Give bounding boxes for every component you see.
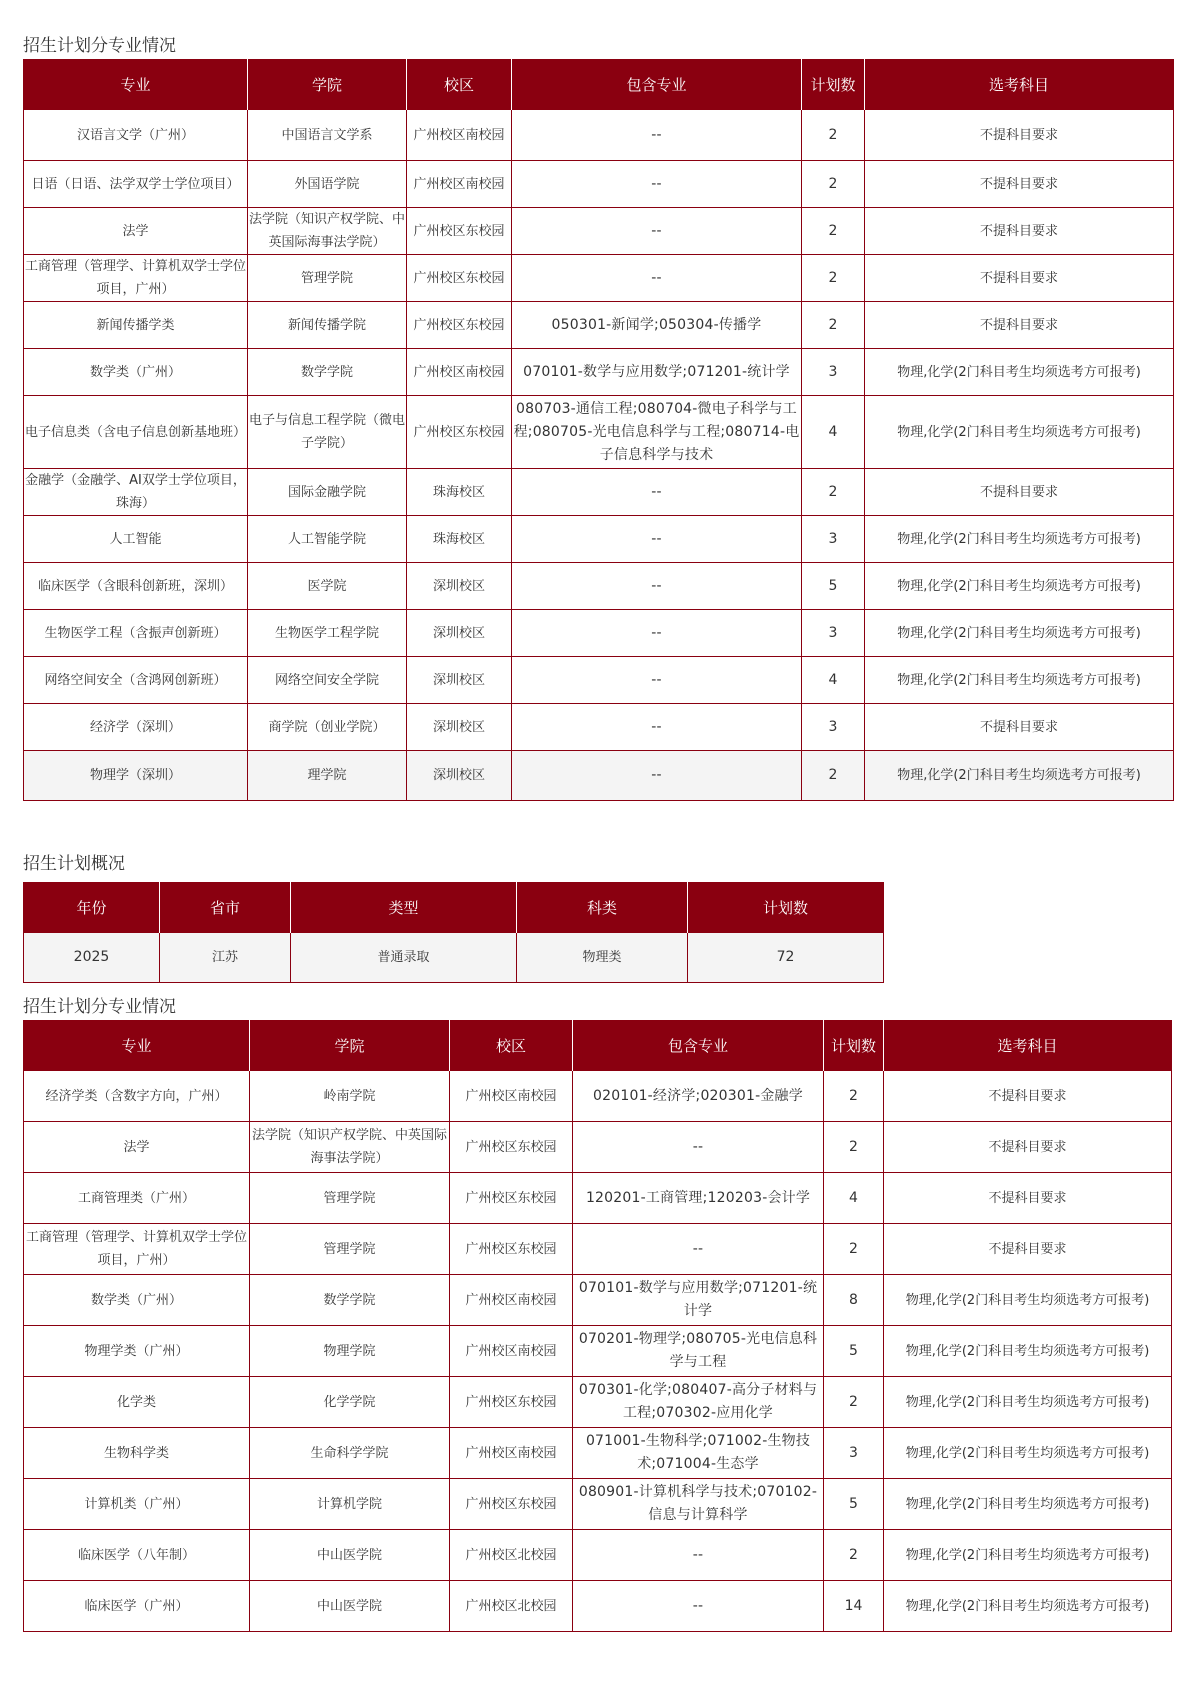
cell-major: 经济学类（含数字方向，广州） xyxy=(24,1071,250,1122)
cell-school: 新闻传播学院 xyxy=(248,302,407,349)
cell-includes: -- xyxy=(512,255,802,302)
cell-campus: 广州校区南校园 xyxy=(450,1071,573,1122)
cell-includes: 070201-物理学;080705-光电信息科学与工程 xyxy=(573,1326,824,1377)
cell-includes: 080703-通信工程;080704-微电子科学与工程;080705-光电信息科学与工程;080714-电子信息科学与技术 xyxy=(512,396,802,469)
cell-subjects: 不提科目要求 xyxy=(865,255,1174,302)
cell-count: 8 xyxy=(824,1275,884,1326)
cell-count: 5 xyxy=(824,1326,884,1377)
column-header-includes: 包含专业 xyxy=(512,59,802,110)
cell-province: 江苏 xyxy=(160,933,291,983)
table-row xyxy=(24,469,1174,516)
cell-major: 金融学（金融学、AI双学士学位项目，珠海） xyxy=(24,469,248,516)
cell-campus: 广州校区东校园 xyxy=(407,396,512,469)
cell-school: 电子与信息工程学院（微电子学院） xyxy=(248,396,407,469)
cell-campus: 广州校区北校园 xyxy=(450,1530,573,1581)
cell-campus: 广州校区东校园 xyxy=(450,1122,573,1173)
cell-school: 物理学院 xyxy=(250,1326,450,1377)
cell-school: 生命科学学院 xyxy=(250,1428,450,1479)
cell-count: 5 xyxy=(802,563,865,610)
major-plan-table-1 xyxy=(23,59,1174,801)
cell-count: 5 xyxy=(824,1479,884,1530)
column-header-school: 学院 xyxy=(250,1020,450,1071)
table-row xyxy=(24,610,1174,657)
cell-subjects: 不提科目要求 xyxy=(884,1224,1172,1275)
cell-includes: -- xyxy=(573,1530,824,1581)
cell-campus: 珠海校区 xyxy=(407,516,512,563)
table-row xyxy=(24,1530,1172,1581)
cell-school: 人工智能学院 xyxy=(248,516,407,563)
table-row xyxy=(24,255,1174,302)
table-row xyxy=(24,1479,1172,1530)
cell-major: 工商管理（管理学、计算机双学士学位项目，广州） xyxy=(24,1224,250,1275)
cell-includes: 020101-经济学;020301-金融学 xyxy=(573,1071,824,1122)
cell-campus: 广州校区北校园 xyxy=(450,1581,573,1632)
cell-school: 管理学院 xyxy=(248,255,407,302)
cell-school: 中山医学院 xyxy=(250,1581,450,1632)
cell-campus: 广州校区东校园 xyxy=(450,1377,573,1428)
cell-school: 商学院（创业学院） xyxy=(248,704,407,751)
cell-includes: 070101-数学与应用数学;071201-统计学 xyxy=(573,1275,824,1326)
cell-includes: -- xyxy=(512,516,802,563)
cell-major: 经济学（深圳） xyxy=(24,704,248,751)
cell-major: 汉语言文学（广州） xyxy=(24,110,248,161)
cell-major: 新闻传播学类 xyxy=(24,302,248,349)
table-row xyxy=(24,933,884,983)
cell-includes: -- xyxy=(512,657,802,704)
table-row xyxy=(24,1122,1172,1173)
cell-category: 物理类 xyxy=(517,933,688,983)
cell-subjects: 物理,化学(2门科目考生均须选考方可报考) xyxy=(865,610,1174,657)
cell-includes: 070301-化学;080407-高分子材料与工程;070302-应用化学 xyxy=(573,1377,824,1428)
cell-school: 中山医学院 xyxy=(250,1530,450,1581)
table-row xyxy=(24,1224,1172,1275)
cell-school: 网络空间安全学院 xyxy=(248,657,407,704)
cell-subjects: 不提科目要求 xyxy=(865,161,1174,208)
column-header-school: 学院 xyxy=(248,59,407,110)
cell-count: 2 xyxy=(824,1377,884,1428)
cell-school: 中国语言文学系 xyxy=(248,110,407,161)
major-plan-table-2 xyxy=(23,1020,1172,1632)
cell-subjects: 不提科目要求 xyxy=(865,469,1174,516)
table-row xyxy=(24,1377,1172,1428)
column-header-year: 年份 xyxy=(24,882,160,933)
cell-count: 3 xyxy=(802,349,865,396)
cell-type: 普通录取 xyxy=(291,933,517,983)
cell-subjects: 物理,化学(2门科目考生均须选考方可报考) xyxy=(865,751,1174,801)
cell-includes: -- xyxy=(512,610,802,657)
cell-subjects: 不提科目要求 xyxy=(884,1173,1172,1224)
cell-includes: 120201-工商管理;120203-会计学 xyxy=(573,1173,824,1224)
cell-major: 工商管理（管理学、计算机双学士学位项目，广州） xyxy=(24,255,248,302)
cell-campus: 广州校区东校园 xyxy=(407,208,512,255)
cell-major: 日语（日语、法学双学士学位项目） xyxy=(24,161,248,208)
cell-major: 人工智能 xyxy=(24,516,248,563)
cell-campus: 广州校区东校园 xyxy=(407,255,512,302)
cell-count: 3 xyxy=(824,1428,884,1479)
table-header-row xyxy=(24,59,1174,110)
cell-major: 临床医学（广州） xyxy=(24,1581,250,1632)
cell-campus: 广州校区南校园 xyxy=(407,161,512,208)
cell-subjects: 物理,化学(2门科目考生均须选考方可报考) xyxy=(884,1530,1172,1581)
cell-school: 法学院（知识产权学院、中英国际海事法学院） xyxy=(250,1122,450,1173)
cell-includes: -- xyxy=(512,751,802,801)
cell-includes: -- xyxy=(512,704,802,751)
table-row xyxy=(24,751,1174,801)
cell-count: 2 xyxy=(802,255,865,302)
column-header-campus: 校区 xyxy=(450,1020,573,1071)
cell-campus: 深圳校区 xyxy=(407,704,512,751)
cell-includes: -- xyxy=(573,1122,824,1173)
cell-count: 14 xyxy=(824,1581,884,1632)
cell-subjects: 不提科目要求 xyxy=(884,1071,1172,1122)
cell-major: 物理学（深圳） xyxy=(24,751,248,801)
cell-count: 2 xyxy=(824,1530,884,1581)
cell-campus: 广州校区南校园 xyxy=(407,110,512,161)
cell-campus: 广州校区东校园 xyxy=(450,1479,573,1530)
cell-school: 数学学院 xyxy=(248,349,407,396)
cell-includes: -- xyxy=(512,208,802,255)
column-header-major: 专业 xyxy=(24,1020,250,1071)
cell-subjects: 物理,化学(2门科目考生均须选考方可报考) xyxy=(865,516,1174,563)
cell-major: 数学类（广州） xyxy=(24,1275,250,1326)
cell-school: 理学院 xyxy=(248,751,407,801)
section-title-plan-overview: 招生计划概况 xyxy=(23,854,125,874)
table-row xyxy=(24,110,1174,161)
column-header-province: 省市 xyxy=(160,882,291,933)
cell-school: 岭南学院 xyxy=(250,1071,450,1122)
column-header-category: 科类 xyxy=(517,882,688,933)
cell-subjects: 不提科目要求 xyxy=(865,302,1174,349)
cell-subjects: 不提科目要求 xyxy=(865,110,1174,161)
cell-count: 3 xyxy=(802,516,865,563)
table-row xyxy=(24,563,1174,610)
cell-school: 管理学院 xyxy=(250,1173,450,1224)
cell-count: 2 xyxy=(802,110,865,161)
cell-campus: 深圳校区 xyxy=(407,657,512,704)
cell-subjects: 物理,化学(2门科目考生均须选考方可报考) xyxy=(865,349,1174,396)
plan-overview-table xyxy=(23,882,884,983)
section-title-major-plan-2: 招生计划分专业情况 xyxy=(23,997,176,1017)
cell-campus: 广州校区东校园 xyxy=(407,302,512,349)
cell-major: 临床医学（八年制） xyxy=(24,1530,250,1581)
cell-count: 72 xyxy=(688,933,884,983)
column-header-campus: 校区 xyxy=(407,59,512,110)
cell-school: 计算机学院 xyxy=(250,1479,450,1530)
column-header-includes: 包含专业 xyxy=(573,1020,824,1071)
table-row xyxy=(24,302,1174,349)
cell-includes: 071001-生物科学;071002-生物技术;071004-生态学 xyxy=(573,1428,824,1479)
table-row xyxy=(24,657,1174,704)
column-header-subjects: 选考科目 xyxy=(865,59,1174,110)
cell-major: 电子信息类（含电子信息创新基地班） xyxy=(24,396,248,469)
cell-major: 生物科学类 xyxy=(24,1428,250,1479)
cell-count: 2 xyxy=(802,302,865,349)
cell-campus: 广州校区南校园 xyxy=(450,1275,573,1326)
cell-count: 3 xyxy=(802,704,865,751)
cell-subjects: 不提科目要求 xyxy=(865,704,1174,751)
table-row xyxy=(24,516,1174,563)
column-header-count: 计划数 xyxy=(802,59,865,110)
cell-major: 计算机类（广州） xyxy=(24,1479,250,1530)
cell-subjects: 物理,化学(2门科目考生均须选考方可报考) xyxy=(884,1275,1172,1326)
cell-includes: 070101-数学与应用数学;071201-统计学 xyxy=(512,349,802,396)
cell-count: 4 xyxy=(802,657,865,704)
cell-campus: 广州校区东校园 xyxy=(450,1173,573,1224)
cell-major: 生物医学工程（含振声创新班） xyxy=(24,610,248,657)
cell-school: 医学院 xyxy=(248,563,407,610)
cell-school: 国际金融学院 xyxy=(248,469,407,516)
cell-school: 生物医学工程学院 xyxy=(248,610,407,657)
cell-count: 2 xyxy=(802,161,865,208)
column-header-subjects: 选考科目 xyxy=(884,1020,1172,1071)
cell-count: 2 xyxy=(824,1224,884,1275)
cell-subjects: 物理,化学(2门科目考生均须选考方可报考) xyxy=(884,1581,1172,1632)
cell-subjects: 物理,化学(2门科目考生均须选考方可报考) xyxy=(865,563,1174,610)
table-row xyxy=(24,1275,1172,1326)
cell-school: 外国语学院 xyxy=(248,161,407,208)
cell-subjects: 物理,化学(2门科目考生均须选考方可报考) xyxy=(865,657,1174,704)
cell-campus: 深圳校区 xyxy=(407,751,512,801)
cell-major: 临床医学（含眼科创新班，深圳） xyxy=(24,563,248,610)
table-row xyxy=(24,1581,1172,1632)
cell-school: 法学院（知识产权学院、中英国际海事法学院） xyxy=(248,208,407,255)
table-header-row xyxy=(24,882,884,933)
cell-major: 法学 xyxy=(24,208,248,255)
cell-subjects: 物理,化学(2门科目考生均须选考方可报考) xyxy=(884,1377,1172,1428)
cell-school: 化学学院 xyxy=(250,1377,450,1428)
table-row xyxy=(24,161,1174,208)
table-row xyxy=(24,704,1174,751)
cell-count: 2 xyxy=(824,1071,884,1122)
section-title-major-plan-1: 招生计划分专业情况 xyxy=(23,36,176,56)
cell-school: 管理学院 xyxy=(250,1224,450,1275)
table-row xyxy=(24,1428,1172,1479)
cell-count: 2 xyxy=(802,208,865,255)
column-header-major: 专业 xyxy=(24,59,248,110)
cell-subjects: 物理,化学(2门科目考生均须选考方可报考) xyxy=(884,1428,1172,1479)
cell-includes: 080901-计算机科学与技术;070102-信息与计算科学 xyxy=(573,1479,824,1530)
cell-campus: 广州校区南校园 xyxy=(450,1428,573,1479)
cell-major: 网络空间安全（含鸿网创新班） xyxy=(24,657,248,704)
cell-school: 数学学院 xyxy=(250,1275,450,1326)
table-row xyxy=(24,349,1174,396)
cell-campus: 珠海校区 xyxy=(407,469,512,516)
table-row xyxy=(24,1173,1172,1224)
table-row xyxy=(24,1071,1172,1122)
cell-subjects: 不提科目要求 xyxy=(884,1122,1172,1173)
column-header-count: 计划数 xyxy=(824,1020,884,1071)
cell-campus: 广州校区南校园 xyxy=(450,1326,573,1377)
cell-major: 法学 xyxy=(24,1122,250,1173)
table-row xyxy=(24,396,1174,469)
cell-subjects: 物理,化学(2门科目考生均须选考方可报考) xyxy=(884,1479,1172,1530)
cell-major: 工商管理类（广州） xyxy=(24,1173,250,1224)
column-header-count: 计划数 xyxy=(688,882,884,933)
cell-includes: -- xyxy=(573,1224,824,1275)
cell-count: 4 xyxy=(824,1173,884,1224)
cell-includes: -- xyxy=(573,1581,824,1632)
cell-subjects: 物理,化学(2门科目考生均须选考方可报考) xyxy=(865,396,1174,469)
cell-year: 2025 xyxy=(24,933,160,983)
table-row xyxy=(24,1326,1172,1377)
cell-count: 2 xyxy=(802,469,865,516)
cell-includes: -- xyxy=(512,110,802,161)
cell-campus: 深圳校区 xyxy=(407,610,512,657)
cell-count: 2 xyxy=(802,751,865,801)
cell-campus: 广州校区东校园 xyxy=(450,1224,573,1275)
table-header-row xyxy=(24,1020,1172,1071)
column-header-type: 类型 xyxy=(291,882,517,933)
cell-includes: -- xyxy=(512,161,802,208)
cell-campus: 深圳校区 xyxy=(407,563,512,610)
cell-includes: -- xyxy=(512,469,802,516)
cell-subjects: 不提科目要求 xyxy=(865,208,1174,255)
table-row xyxy=(24,208,1174,255)
cell-count: 4 xyxy=(802,396,865,469)
cell-major: 数学类（广州） xyxy=(24,349,248,396)
cell-subjects: 物理,化学(2门科目考生均须选考方可报考) xyxy=(884,1326,1172,1377)
cell-count: 3 xyxy=(802,610,865,657)
cell-campus: 广州校区南校园 xyxy=(407,349,512,396)
cell-includes: -- xyxy=(512,563,802,610)
cell-major: 物理学类（广州） xyxy=(24,1326,250,1377)
cell-major: 化学类 xyxy=(24,1377,250,1428)
cell-includes: 050301-新闻学;050304-传播学 xyxy=(512,302,802,349)
cell-count: 2 xyxy=(824,1122,884,1173)
